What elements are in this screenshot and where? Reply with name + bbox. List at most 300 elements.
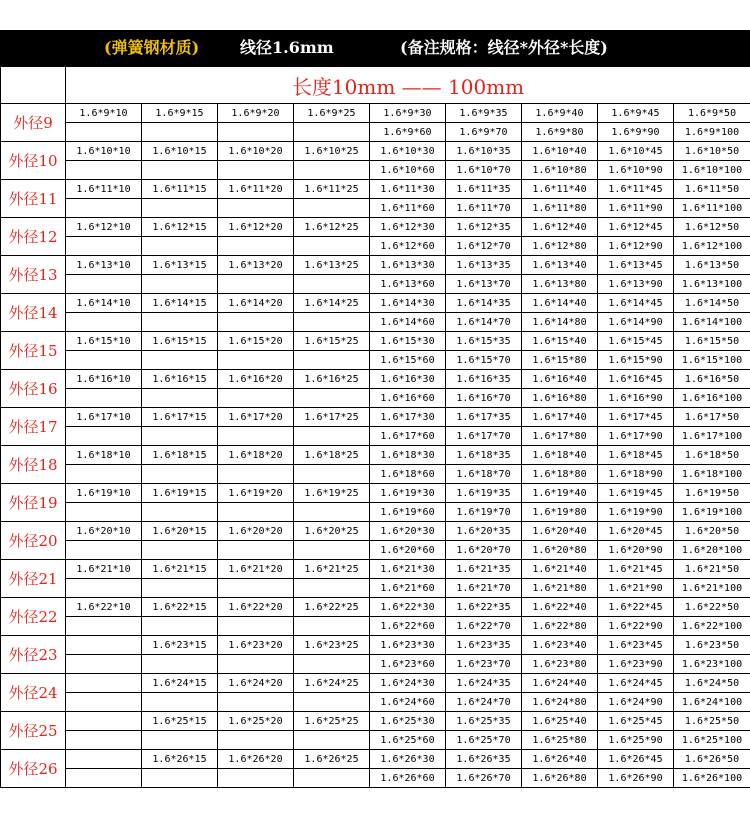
spec-cell: 1.6*9*10 [66,104,142,123]
spec-cell: 1.6*12*30 [370,218,446,237]
spec-cell: 1.6*11*80 [522,199,598,218]
spec-cell: 1.6*10*90 [598,161,674,180]
spec-cell: 1.6*14*50 [674,294,750,313]
spec-cell: 1.6*22*25 [294,598,370,617]
spec-cell: 1.6*9*40 [522,104,598,123]
length-header-row [1,67,750,104]
spec-cell: 1.6*24*45 [598,674,674,693]
table-row [1,370,750,389]
spec-cell: 1.6*12*20 [218,218,294,237]
empty-cell [142,161,218,180]
spec-cell: 1.6*23*20 [218,636,294,655]
spec-cell: 1.6*17*10 [66,408,142,427]
empty-cell [294,617,370,636]
outer-diameter-label: 外径16 [1,370,66,408]
spec-cell: 1.6*26*30 [370,750,446,769]
empty-cell [66,313,142,332]
empty-cell [142,237,218,256]
table-row [1,503,750,522]
spec-cell: 1.6*25*100 [674,731,750,750]
spec-cell: 1.6*22*80 [522,617,598,636]
spec-cell: 1.6*26*100 [674,769,750,788]
empty-cell [294,351,370,370]
empty-cell [294,541,370,560]
table-row [1,655,750,674]
spec-cell: 1.6*21*40 [522,560,598,579]
empty-cell [66,123,142,142]
spec-cell: 1.6*13*90 [598,275,674,294]
table-row [1,332,750,351]
spec-cell: 1.6*16*20 [218,370,294,389]
table-row [1,598,750,617]
empty-cell [66,541,142,560]
spec-cell: 1.6*24*20 [218,674,294,693]
spec-cell: 1.6*10*40 [522,142,598,161]
spec-cell: 1.6*11*40 [522,180,598,199]
empty-cell [66,199,142,218]
spec-cell: 1.6*15*90 [598,351,674,370]
spec-cell: 1.6*11*25 [294,180,370,199]
spec-cell: 1.6*10*50 [674,142,750,161]
spec-cell: 1.6*21*20 [218,560,294,579]
empty-cell [66,465,142,484]
spec-cell: 1.6*21*90 [598,579,674,598]
spec-cell: 1.6*20*70 [446,541,522,560]
outer-diameter-label: 外径9 [1,104,66,142]
spec-cell: 1.6*16*80 [522,389,598,408]
spec-cell [66,674,142,693]
spec-cell [66,750,142,769]
spec-cell: 1.6*24*30 [370,674,446,693]
spec-cell: 1.6*10*45 [598,142,674,161]
spec-cell: 1.6*20*40 [522,522,598,541]
spec-cell: 1.6*10*20 [218,142,294,161]
outer-diameter-label: 外径23 [1,636,66,674]
table-row [1,674,750,693]
spec-cell: 1.6*26*60 [370,769,446,788]
empty-cell [218,769,294,788]
table-row [1,313,750,332]
spec-cell: 1.6*22*70 [446,617,522,636]
spec-cell [66,712,142,731]
spec-cell: 1.6*25*35 [446,712,522,731]
outer-diameter-label: 外径15 [1,332,66,370]
empty-cell [294,427,370,446]
empty-cell [218,313,294,332]
spec-cell: 1.6*18*20 [218,446,294,465]
spec-cell: 1.6*11*50 [674,180,750,199]
spec-cell: 1.6*22*40 [522,598,598,617]
spec-cell: 1.6*18*40 [522,446,598,465]
spec-cell: 1.6*19*100 [674,503,750,522]
spec-cell: 1.6*17*60 [370,427,446,446]
spec-cell: 1.6*13*80 [522,275,598,294]
spec-cell: 1.6*13*10 [66,256,142,275]
empty-cell [218,389,294,408]
spec-cell: 1.6*17*70 [446,427,522,446]
spec-cell: 1.6*19*35 [446,484,522,503]
spec-cell: 1.6*23*25 [294,636,370,655]
spec-cell: 1.6*17*20 [218,408,294,427]
table-row [1,579,750,598]
spec-cell: 1.6*12*15 [142,218,218,237]
spec-cell: 1.6*26*45 [598,750,674,769]
spec-cell: 1.6*16*70 [446,389,522,408]
spec-cell: 1.6*9*20 [218,104,294,123]
spec-cell: 1.6*23*100 [674,655,750,674]
empty-cell [66,579,142,598]
spec-cell: 1.6*23*90 [598,655,674,674]
empty-cell [294,199,370,218]
spec-cell: 1.6*24*40 [522,674,598,693]
spec-cell [66,636,142,655]
spec-cell: 1.6*11*45 [598,180,674,199]
spec-cell: 1.6*16*25 [294,370,370,389]
spec-cell: 1.6*10*25 [294,142,370,161]
spec-cell: 1.6*16*60 [370,389,446,408]
spec-cell: 1.6*21*60 [370,579,446,598]
table-row [1,199,750,218]
empty-cell [142,313,218,332]
spec-cell: 1.6*22*50 [674,598,750,617]
empty-cell [218,427,294,446]
empty-cell [142,389,218,408]
spec-cell: 1.6*25*15 [142,712,218,731]
spec-cell: 1.6*9*90 [598,123,674,142]
spec-cell: 1.6*18*80 [522,465,598,484]
table-row [1,294,750,313]
empty-cell [66,655,142,674]
spec-cell: 1.6*23*40 [522,636,598,655]
spec-cell: 1.6*15*60 [370,351,446,370]
spec-cell: 1.6*12*40 [522,218,598,237]
spec-cell: 1.6*24*35 [446,674,522,693]
spec-cell: 1.6*14*100 [674,313,750,332]
empty-cell [142,731,218,750]
outer-diameter-label: 外径26 [1,750,66,788]
spec-cell: 1.6*15*40 [522,332,598,351]
spec-cell: 1.6*19*30 [370,484,446,503]
spec-cell: 1.6*23*30 [370,636,446,655]
empty-cell [142,465,218,484]
spec-cell: 1.6*14*60 [370,313,446,332]
spec-cell: 1.6*11*100 [674,199,750,218]
spec-cell: 1.6*22*15 [142,598,218,617]
spec-cell: 1.6*16*35 [446,370,522,389]
spec-cell: 1.6*18*10 [66,446,142,465]
spec-cell: 1.6*16*10 [66,370,142,389]
spec-cell: 1.6*17*50 [674,408,750,427]
spec-cell: 1.6*21*35 [446,560,522,579]
spec-cell: 1.6*15*80 [522,351,598,370]
table-row [1,750,750,769]
empty-cell [218,579,294,598]
spec-cell: 1.6*15*10 [66,332,142,351]
spec-cell: 1.6*23*50 [674,636,750,655]
length-range-title: 长度10mm —— 100mm [66,67,750,104]
empty-cell [66,161,142,180]
spec-cell: 1.6*18*35 [446,446,522,465]
empty-cell [294,769,370,788]
table-row [1,237,750,256]
spec-cell: 1.6*10*70 [446,161,522,180]
empty-cell [218,617,294,636]
outer-diameter-label: 外径13 [1,256,66,294]
spec-cell: 1.6*23*80 [522,655,598,674]
spec-cell: 1.6*26*15 [142,750,218,769]
spec-cell: 1.6*17*100 [674,427,750,446]
spec-cell: 1.6*12*35 [446,218,522,237]
spec-cell: 1.6*25*30 [370,712,446,731]
spec-cell: 1.6*24*50 [674,674,750,693]
spec-cell: 1.6*9*45 [598,104,674,123]
material-label: (弹簧钢材质) [104,38,200,57]
spec-cell: 1.6*11*15 [142,180,218,199]
spec-cell: 1.6*18*25 [294,446,370,465]
spec-cell: 1.6*15*30 [370,332,446,351]
spec-cell: 1.6*15*20 [218,332,294,351]
spec-cell: 1.6*20*30 [370,522,446,541]
table-row [1,275,750,294]
outer-diameter-label: 外径12 [1,218,66,256]
empty-cell [142,617,218,636]
table-row [1,142,750,161]
empty-cell [218,275,294,294]
spec-cell: 1.6*14*20 [218,294,294,313]
outer-diameter-label: 外径18 [1,446,66,484]
spec-cell: 1.6*21*30 [370,560,446,579]
spec-cell: 1.6*20*100 [674,541,750,560]
outer-diameter-label: 外径11 [1,180,66,218]
empty-cell [294,579,370,598]
spec-cell: 1.6*25*45 [598,712,674,731]
spec-cell: 1.6*16*15 [142,370,218,389]
spec-cell: 1.6*9*15 [142,104,218,123]
spec-cell: 1.6*22*90 [598,617,674,636]
table-row [1,693,750,712]
spec-cell: 1.6*13*60 [370,275,446,294]
spec-cell: 1.6*20*80 [522,541,598,560]
empty-cell [142,769,218,788]
spec-cell: 1.6*23*70 [446,655,522,674]
spec-cell: 1.6*14*30 [370,294,446,313]
spec-cell: 1.6*24*80 [522,693,598,712]
spec-cell: 1.6*16*40 [522,370,598,389]
empty-cell [142,275,218,294]
empty-cell [218,693,294,712]
spec-cell: 1.6*22*35 [446,598,522,617]
spec-cell: 1.6*14*10 [66,294,142,313]
spec-cell: 1.6*20*25 [294,522,370,541]
spec-cell: 1.6*14*40 [522,294,598,313]
table-row [1,427,750,446]
spec-cell: 1.6*18*45 [598,446,674,465]
empty-cell [218,731,294,750]
table-row [1,617,750,636]
spec-table [0,66,750,788]
spec-cell: 1.6*24*60 [370,693,446,712]
spec-cell: 1.6*13*40 [522,256,598,275]
spec-cell: 1.6*11*30 [370,180,446,199]
spec-cell: 1.6*26*90 [598,769,674,788]
empty-cell [294,503,370,522]
spec-cell: 1.6*11*10 [66,180,142,199]
spec-cell: 1.6*14*25 [294,294,370,313]
spec-cell: 1.6*20*15 [142,522,218,541]
spec-cell: 1.6*13*50 [674,256,750,275]
spec-cell: 1.6*19*25 [294,484,370,503]
spec-cell: 1.6*26*25 [294,750,370,769]
spec-cell: 1.6*17*15 [142,408,218,427]
empty-cell [142,541,218,560]
spec-cell: 1.6*9*70 [446,123,522,142]
empty-cell [294,389,370,408]
spec-cell: 1.6*25*40 [522,712,598,731]
table-row [1,731,750,750]
outer-diameter-label: 外径10 [1,142,66,180]
empty-cell [66,389,142,408]
spec-cell: 1.6*19*40 [522,484,598,503]
spec-cell: 1.6*22*20 [218,598,294,617]
spec-cell: 1.6*10*10 [66,142,142,161]
spec-cell: 1.6*21*100 [674,579,750,598]
spec-cell: 1.6*9*100 [674,123,750,142]
spec-cell: 1.6*19*15 [142,484,218,503]
spec-cell: 1.6*13*100 [674,275,750,294]
empty-cell [142,655,218,674]
spec-cell: 1.6*16*90 [598,389,674,408]
outer-diameter-label: 外径21 [1,560,66,598]
spec-cell: 1.6*19*60 [370,503,446,522]
spec-cell: 1.6*18*90 [598,465,674,484]
spec-cell: 1.6*16*100 [674,389,750,408]
outer-diameter-label: 外径20 [1,522,66,560]
spec-cell: 1.6*25*90 [598,731,674,750]
spec-cell: 1.6*12*80 [522,237,598,256]
spec-cell: 1.6*9*25 [294,104,370,123]
empty-cell [294,693,370,712]
spec-cell: 1.6*10*15 [142,142,218,161]
empty-cell [294,275,370,294]
spec-cell: 1.6*12*10 [66,218,142,237]
empty-cell [294,237,370,256]
spec-cell: 1.6*9*30 [370,104,446,123]
spec-cell: 1.6*19*70 [446,503,522,522]
spec-cell: 1.6*19*20 [218,484,294,503]
spec-cell: 1.6*16*45 [598,370,674,389]
spec-cell: 1.6*14*70 [446,313,522,332]
table-row [1,465,750,484]
spec-cell: 1.6*21*10 [66,560,142,579]
spec-cell: 1.6*19*50 [674,484,750,503]
table-row [1,446,750,465]
spec-cell: 1.6*24*100 [674,693,750,712]
spec-cell: 1.6*22*60 [370,617,446,636]
spec-cell: 1.6*20*35 [446,522,522,541]
spec-cell: 1.6*24*15 [142,674,218,693]
spec-cell: 1.6*18*15 [142,446,218,465]
empty-cell [218,351,294,370]
spec-cell: 1.6*15*15 [142,332,218,351]
spec-cell: 1.6*21*70 [446,579,522,598]
spec-cell: 1.6*20*90 [598,541,674,560]
table-row [1,712,750,731]
empty-cell [66,503,142,522]
spec-cell: 1.6*21*80 [522,579,598,598]
empty-cell [66,275,142,294]
table-row [1,180,750,199]
spec-cell: 1.6*26*70 [446,769,522,788]
spec-cell: 1.6*19*90 [598,503,674,522]
spec-cell: 1.6*23*35 [446,636,522,655]
spec-cell: 1.6*26*20 [218,750,294,769]
spec-cell: 1.6*9*50 [674,104,750,123]
empty-cell [66,769,142,788]
spec-cell: 1.6*15*45 [598,332,674,351]
empty-cell [142,503,218,522]
spec-cell: 1.6*12*70 [446,237,522,256]
empty-cell [142,693,218,712]
empty-cell [294,465,370,484]
spec-cell: 1.6*11*70 [446,199,522,218]
table-row [1,769,750,788]
outer-diameter-label: 外径14 [1,294,66,332]
spec-cell: 1.6*15*100 [674,351,750,370]
spec-cell: 1.6*17*80 [522,427,598,446]
spec-cell: 1.6*22*10 [66,598,142,617]
spec-cell: 1.6*17*45 [598,408,674,427]
empty-cell [66,693,142,712]
spec-cell: 1.6*11*60 [370,199,446,218]
empty-cell [66,731,142,750]
table-row [1,123,750,142]
table-row [1,218,750,237]
empty-cell [218,199,294,218]
spec-cell: 1.6*12*60 [370,237,446,256]
spec-cell: 1.6*14*35 [446,294,522,313]
spec-cell: 1.6*20*10 [66,522,142,541]
spec-cell: 1.6*14*45 [598,294,674,313]
spec-cell: 1.6*11*90 [598,199,674,218]
spec-cell: 1.6*10*30 [370,142,446,161]
empty-cell [142,579,218,598]
spec-cell: 1.6*12*100 [674,237,750,256]
spec-cell: 1.6*20*50 [674,522,750,541]
spec-cell: 1.6*12*45 [598,218,674,237]
spec-cell: 1.6*23*15 [142,636,218,655]
spec-cell: 1.6*24*70 [446,693,522,712]
spec-cell: 1.6*13*70 [446,275,522,294]
spec-cell: 1.6*18*70 [446,465,522,484]
spec-cell: 1.6*21*45 [598,560,674,579]
spec-cell: 1.6*25*70 [446,731,522,750]
spec-cell: 1.6*11*35 [446,180,522,199]
table-row [1,541,750,560]
spec-cell: 1.6*20*20 [218,522,294,541]
spec-note-label: (备注规格：线径*外径*长度) [400,38,608,57]
table-row [1,408,750,427]
spec-cell: 1.6*21*25 [294,560,370,579]
empty-cell [66,351,142,370]
empty-cell [218,161,294,180]
spec-cell: 1.6*17*40 [522,408,598,427]
empty-cell [218,465,294,484]
spec-cell: 1.6*18*50 [674,446,750,465]
spec-cell: 1.6*10*80 [522,161,598,180]
empty-cell [218,655,294,674]
outer-diameter-label: 外径19 [1,484,66,522]
spec-cell: 1.6*15*35 [446,332,522,351]
